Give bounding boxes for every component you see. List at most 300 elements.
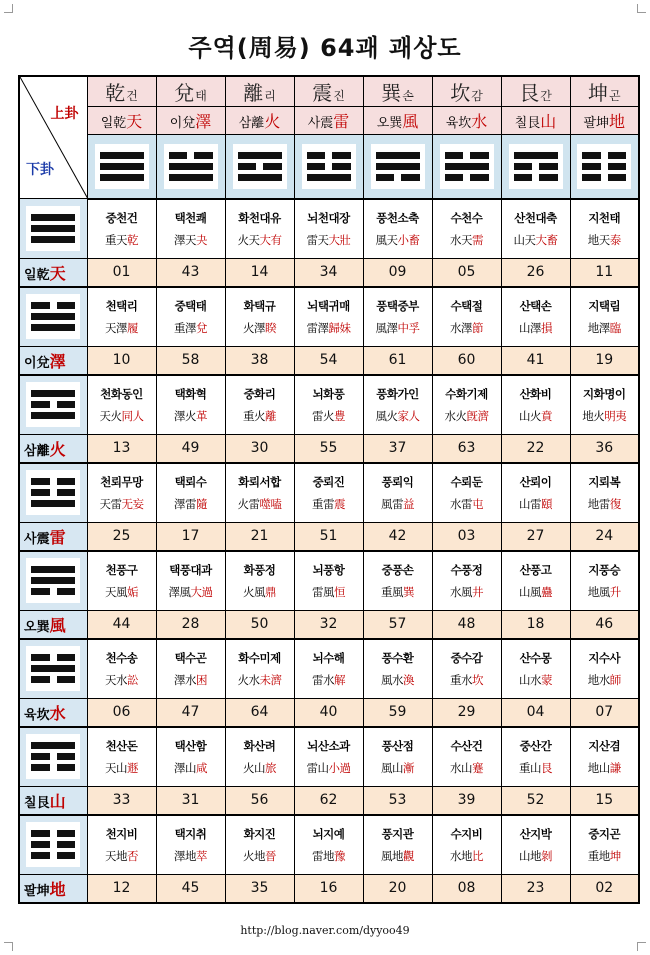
hexagram-korean-name: 수뢰둔 [450,474,483,489]
upper-trigram-header [432,76,501,107]
hexagram-name: 坤 [609,848,621,863]
hexagram-hanja-name [571,229,639,251]
hexagram-hanja-name [295,757,363,779]
hexagram-hanja-name [502,845,570,867]
yin-line [445,174,489,181]
hexagram-hanja-name [157,669,225,691]
yang-line [169,174,213,181]
hexagram-korean-name: 풍화가인 [376,386,419,401]
yang-line [31,225,75,232]
hexagram-korean-name: 택화혁 [174,386,207,401]
hexagram-name: 師 [609,672,621,687]
trigram-number: 육 [24,707,37,723]
trigram-hanja: 離 [243,81,264,105]
hexagram-korean-name: 화산려 [243,738,276,753]
trigram-element: 天 [49,263,66,283]
hexagram-number: 23 [501,875,570,903]
trigram-number: 팔 [583,116,597,131]
hexagram-korean-name: 중수감 [450,650,483,665]
hexagram-name: 漸 [403,760,414,775]
hexagram-name: 咸 [196,760,207,775]
upper-trigram-header [294,76,363,107]
yin-line [445,152,489,159]
trigram-element: 雷 [49,527,66,547]
hexagram-number: 28 [156,611,225,639]
hexagram-trigram-pair: 重雷 [312,496,334,511]
yang-line [514,152,558,159]
hexagram-cell [432,463,501,523]
trigram-element: 風 [49,615,66,635]
hexagram-cell [570,463,639,523]
hexagram-number: 53 [363,787,432,815]
hexagram-cell [501,199,570,259]
hexagram-trigram-pair: 重澤 [174,320,196,335]
hexagram-korean-name: 산뢰이 [519,474,552,489]
hexagram-trigram-pair: 天水 [105,672,127,687]
hexagram-table [18,75,640,904]
hexagram-name: 噬嗑 [259,496,282,511]
hexagram-trigram-pair: 山水 [519,672,541,687]
hexagram-name: 艮 [541,760,552,775]
hexagram-number: 51 [294,523,363,551]
hexagram-trigram-pair: 重天 [105,232,127,247]
hexagram-cell [87,375,156,435]
hexagram-cell [501,551,570,611]
hexagram-name: 乾 [127,232,138,247]
trigram-element: 地 [609,112,626,131]
hexagram-cell [87,463,156,523]
trigram-number: 오 [24,619,37,635]
hexagram-cell [432,375,501,435]
hexagram-korean-name: 화수미제 [238,650,281,665]
hexagram-trigram-pair: 火山 [243,760,265,775]
hexagram-name: 同人 [121,408,144,423]
hexagram-number: 25 [87,523,156,551]
hexagram-number: 07 [570,699,639,727]
upper-trigram-symbol [225,135,294,199]
hexagram-name: 升 [609,584,621,599]
hexagram-hanja-name [295,317,363,339]
hexagram-number: 18 [501,611,570,639]
hexagram-trigram-pair: 澤雷 [174,496,196,511]
hexagram-number: 64 [225,699,294,727]
hexagram-cell [87,551,156,611]
hexagram-number: 63 [432,435,501,463]
hexagram-hanja-name [88,669,156,691]
trigram-hanja: 坤 [587,81,608,105]
hexagram-cell [294,551,363,611]
hexagram-name: 蠱 [541,584,552,599]
trigram-number: 일 [24,267,37,283]
trigram-hanja: 艮 [519,81,540,105]
hexagram-cell [225,551,294,611]
trigram-number: 칠 [24,795,37,811]
hexagram-number: 59 [363,699,432,727]
hexagram-name: 豫 [334,848,345,863]
hexagram-name: 大有 [259,232,282,247]
yang-line [376,152,420,159]
hexagram-name: 節 [472,320,483,335]
hexagram-name: 无妄 [121,496,144,511]
hexagram-trigram-pair: 山天 [513,232,536,247]
hexagram-number: 34 [294,259,363,287]
upper-trigram-name [294,107,363,135]
hexagram-trigram-pair: 天山 [105,760,127,775]
hexagram-number: 04 [501,699,570,727]
yang-line [31,324,75,331]
hexagram-cell [501,815,570,875]
lower-trigram-name [19,787,87,815]
hexagram-name: 睽 [265,320,276,335]
hexagram-hanja-name [433,317,501,339]
lower-trigram-name [19,611,87,639]
hexagram-number: 58 [156,347,225,375]
hexagram-hanja-name [364,317,432,339]
hexagram-number: 56 [225,787,294,815]
lower-trigram-name [19,435,87,463]
hexagram-name: 否 [127,848,138,863]
hexagram-trigram-pair: 風火 [375,408,398,423]
hexagram-name: 遯 [127,760,138,775]
lower-trigram-symbol [19,727,87,787]
hexagram-hanja-name [226,757,294,779]
hexagram-trigram-pair: 地天 [587,232,610,247]
hexagram-number: 27 [501,523,570,551]
hexagram-korean-name: 택천쾌 [174,210,207,225]
hexagram-hanja-name [295,845,363,867]
hexagram-korean-name: 천택리 [105,298,138,313]
yang-line [31,412,75,419]
hexagram-cell [570,199,639,259]
yang-line [31,313,75,320]
lower-trigram-name [19,699,87,727]
lower-trigram-label: 下卦 [26,162,54,178]
hexagram-korean-name: 수산건 [450,738,483,753]
trigram-icon [26,646,80,691]
hexagram-name: 益 [403,496,414,511]
hexagram-trigram-pair: 澤風 [168,584,191,599]
upper-trigram-header [501,76,570,107]
lower-trigram-symbol [19,199,87,259]
trigram-icon [164,144,218,189]
hexagram-name: 屯 [472,496,483,511]
source-url: http://blog.naver.com/dyyoo49 [240,924,410,937]
trigram-element: 澤 [195,112,212,131]
lower-trigram-symbol [19,551,87,611]
hexagram-number: 30 [225,435,294,463]
hexagram-cell [363,375,432,435]
hexagram-cell [294,815,363,875]
hexagram-number: 62 [294,787,363,815]
hexagram-number: 22 [501,435,570,463]
hexagram-name: 中孚 [397,320,420,335]
hexagram-name: 歸妹 [328,320,351,335]
hexagram-hanja-name [433,669,501,691]
hexagram-cell [363,727,432,787]
hexagram-trigram-pair: 天風 [105,584,127,599]
yang-line [31,236,75,243]
hexagram-trigram-pair: 天地 [105,848,127,863]
yang-line [238,174,282,181]
lower-trigram-symbol [19,287,87,347]
hexagram-number: 16 [294,875,363,903]
trigram-number: 삼 [238,116,252,131]
hexagram-korean-name: 택풍대과 [169,562,212,577]
hexagram-number: 45 [156,875,225,903]
hexagram-trigram-pair: 水火 [444,408,467,423]
hexagram-hanja-name [295,669,363,691]
hexagram-korean-name: 수풍정 [450,562,483,577]
hexagram-cell [363,639,432,699]
hexagram-cell [156,815,225,875]
hexagram-number: 43 [156,259,225,287]
header-corner [19,76,87,199]
hexagram-hanja-name [88,581,156,603]
yang-line [31,500,75,507]
hexagram-name: 豊 [334,408,345,423]
trigram-number: 오 [376,116,390,131]
page-corner-mark [4,4,13,13]
hexagram-cell [156,727,225,787]
trigram-number: 사 [307,116,321,131]
hexagram-name: 夬 [196,232,207,247]
upper-trigram-name [87,107,156,135]
yin-line [31,753,75,760]
hexagram-trigram-pair: 天火 [99,408,122,423]
hexagram-number: 50 [225,611,294,639]
hexagram-korean-name: 화택규 [243,298,276,313]
hexagram-name: 家人 [397,408,420,423]
trigram-korean: 곤 [608,89,621,103]
hexagram-name: 坎 [472,672,483,687]
hexagram-number: 17 [156,523,225,551]
hexagram-hanja-name [433,493,501,515]
hexagram-trigram-pair: 火天 [237,232,260,247]
hexagram-hanja-name [157,317,225,339]
hexagram-korean-name: 뇌지예 [312,826,345,841]
hexagram-korean-name: 산풍고 [519,562,552,577]
hexagram-trigram-pair: 水地 [450,848,472,863]
trigram-element: 地 [49,879,66,899]
hexagram-name: 大過 [190,584,213,599]
upper-trigram-name [570,107,639,135]
hexagram-cell [294,199,363,259]
hexagram-hanja-name [571,845,639,867]
upper-trigram-symbol [294,135,363,199]
hexagram-korean-name: 수천수 [450,210,483,225]
trigram-number: 팔 [24,883,37,899]
trigram-name: 震 [36,531,50,547]
trigram-element: 澤 [49,351,66,371]
hexagram-hanja-name [433,581,501,603]
hexagram-name: 履 [127,320,138,335]
upper-trigram-label: 上卦 [50,106,79,122]
hexagram-trigram-pair: 地山 [587,760,610,775]
hexagram-trigram-pair: 風天 [375,232,398,247]
hexagram-number: 08 [432,875,501,903]
hexagram-korean-name: 뇌택귀매 [307,298,350,313]
upper-trigram-symbol [156,135,225,199]
hexagram-number: 10 [87,347,156,375]
trigram-korean: 감 [471,89,483,103]
hexagram-hanja-name [295,405,363,427]
trigram-icon [577,144,631,189]
hexagram-trigram-pair: 水天 [450,232,472,247]
hexagram-number: 31 [156,787,225,815]
trigram-number: 일 [100,116,114,131]
hexagram-number: 02 [570,875,639,903]
hexagram-hanja-name [502,405,570,427]
hexagram-number: 55 [294,435,363,463]
hexagram-name: 臨 [609,320,621,335]
yin-line [376,174,420,181]
hexagram-cell [363,199,432,259]
trigram-korean: 건 [126,89,138,103]
upper-trigram-symbol [87,135,156,199]
hexagram-korean-name: 산수몽 [519,650,552,665]
trigram-number: 육 [445,116,459,131]
hexagram-name: 謙 [609,760,621,775]
hexagram-trigram-pair: 山地 [519,848,541,863]
hexagram-hanja-name [295,493,363,515]
hexagram-cell [156,639,225,699]
hexagram-korean-name: 천수송 [105,650,138,665]
trigram-korean: 리 [264,89,276,103]
trigram-icon [440,144,494,189]
hexagram-name: 隨 [196,496,207,511]
yang-line [100,152,144,159]
hexagram-trigram-pair: 重山 [519,760,541,775]
hexagram-hanja-name [88,317,156,339]
trigram-icon [95,144,149,189]
hexagram-number: 01 [87,259,156,287]
yin-line [31,654,75,661]
hexagram-korean-name: 천화동인 [100,386,143,401]
hexagram-korean-name: 화지진 [243,826,276,841]
hexagram-name: 需 [472,232,483,247]
hexagram-number: 42 [363,523,432,551]
hexagram-cell [294,375,363,435]
hexagram-trigram-pair: 水風 [450,584,472,599]
upper-trigram-symbol [432,135,501,199]
lower-trigram-symbol [19,463,87,523]
upper-trigram-header [156,76,225,107]
hexagram-korean-name: 중화리 [243,386,276,401]
trigram-number: 삼 [24,443,37,459]
hexagram-name: 旅 [265,760,276,775]
yin-line [169,152,213,159]
hexagram-korean-name: 지풍승 [588,562,621,577]
hexagram-hanja-name [157,757,225,779]
hexagram-hanja-name [433,757,501,779]
hexagram-cell [225,639,294,699]
hexagram-trigram-pair: 水山 [450,760,472,775]
hexagram-hanja-name [226,493,294,515]
yang-line [445,163,489,170]
yin-line [307,163,351,170]
yang-line [100,174,144,181]
lower-trigram-symbol [19,375,87,435]
trigram-korean: 간 [540,89,552,103]
hexagram-trigram-pair: 風雷 [381,496,403,511]
yin-line [31,478,75,485]
hexagram-number: 12 [87,875,156,903]
hexagram-korean-name: 뇌산소과 [307,738,350,753]
hexagram-trigram-pair: 火雷 [237,496,260,511]
hexagram-korean-name: 택수곤 [174,650,207,665]
hexagram-number: 05 [432,259,501,287]
hexagram-number: 09 [363,259,432,287]
hexagram-hanja-name [88,845,156,867]
hexagram-cell [156,463,225,523]
hexagram-trigram-pair: 雷水 [312,672,334,687]
hexagram-hanja-name [295,229,363,251]
hexagram-korean-name: 화풍정 [243,562,276,577]
hexagram-korean-name: 중택태 [174,298,207,313]
hexagram-hanja-name [502,757,570,779]
hexagram-cell [432,199,501,259]
yin-line [514,163,558,170]
hexagram-korean-name: 산택손 [519,298,552,313]
hexagram-name: 訟 [127,672,138,687]
hexagram-hanja-name [226,669,294,691]
hexagram-trigram-pair: 雷風 [312,584,334,599]
hexagram-cell [570,639,639,699]
trigram-element: 水 [471,112,488,131]
hexagram-korean-name: 택산함 [174,738,207,753]
hexagram-trigram-pair: 地澤 [587,320,610,335]
trigram-element: 山 [49,791,66,811]
trigram-icon [26,822,80,867]
hexagram-cell [87,639,156,699]
hexagram-trigram-pair: 山風 [519,584,541,599]
trigram-element: 山 [540,112,557,131]
hexagram-hanja-name [157,581,225,603]
trigram-name: 坎 [36,707,50,723]
yin-line [31,764,75,771]
hexagram-cell [363,287,432,347]
trigram-icon [26,206,80,251]
hexagram-trigram-pair: 水澤 [450,320,472,335]
upper-trigram-name [156,107,225,135]
yin-line [31,401,75,408]
hexagram-hanja-name [571,581,639,603]
hexagram-cell [294,727,363,787]
hexagram-korean-name: 중지곤 [588,826,621,841]
hexagram-korean-name: 수택절 [450,298,483,313]
yin-line [31,489,75,496]
hexagram-trigram-pair: 風地 [381,848,403,863]
hexagram-number: 03 [432,523,501,551]
hexagram-trigram-pair: 天雷 [99,496,122,511]
hexagram-korean-name: 중풍손 [381,562,414,577]
hexagram-cell [87,727,156,787]
yang-line [376,163,420,170]
hexagram-cell [501,375,570,435]
hexagram-number: 40 [294,699,363,727]
trigram-number: 이 [169,116,183,131]
yin-line [31,841,75,848]
trigram-element: 火 [49,439,66,459]
hexagram-cell [570,727,639,787]
yang-line [31,742,75,749]
trigram-icon [26,558,80,603]
hexagram-name: 革 [196,408,207,423]
hexagram-name: 明夷 [604,408,627,423]
hexagram-name: 萃 [196,848,207,863]
hexagram-korean-name: 산화비 [519,386,552,401]
hexagram-hanja-name [502,317,570,339]
